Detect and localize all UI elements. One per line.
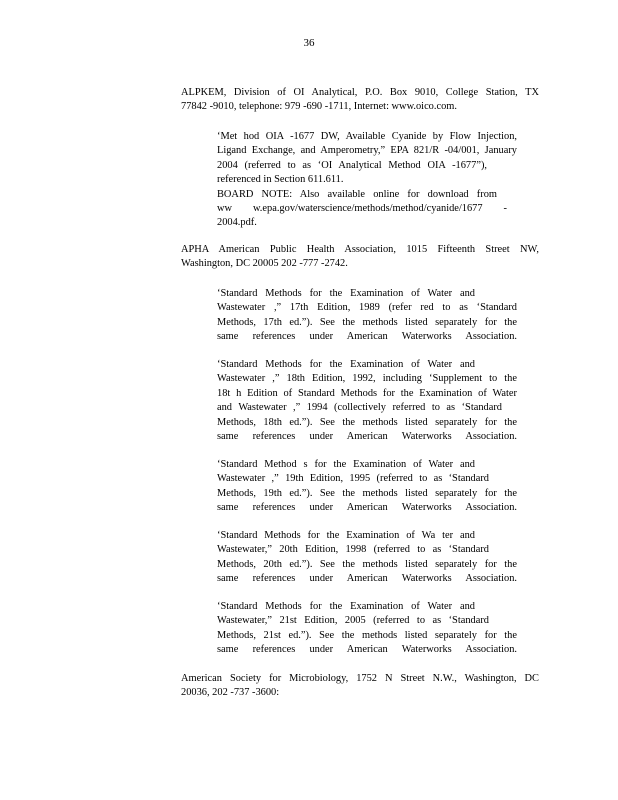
entry-apha	[181, 243, 539, 272]
reference-line: same references under American Waterworks Association.	[217, 502, 517, 514]
reference-line: Wastewater ,” 18th Edition, 1992, including ‘Supplement to the	[217, 373, 517, 385]
reference-line: same references under American Waterworks Association.	[217, 331, 517, 343]
reference-standard-methods-21st	[217, 600, 517, 658]
reference-line: Wastewater ,” 19th Edition, 1995 (referred to as ‘Standard	[217, 473, 489, 485]
reference-line: ‘Standard Methods for the Examination of Water and	[217, 359, 475, 370]
reference-line: and Wastewater ,” 1994 (collectively referred to as ‘Standard	[217, 402, 502, 414]
reference-line: same references under American Waterworks Association.	[217, 644, 517, 656]
entry-line: American Society for Microbiology, 1752 N Street N.W., Washington, DC	[181, 673, 539, 684]
reference-line: Methods, 20th ed.”). See the methods listed separately for the	[217, 558, 517, 570]
reference-line: referenced in Section 611.611.	[217, 174, 344, 186]
reference-line: Ligand Exchange, and Amperometry,” EPA 821/R -04/001, January	[217, 145, 517, 157]
reference-oia-1677	[217, 130, 517, 231]
reference-standard-methods-18th	[217, 358, 517, 444]
reference-line: Methods, 19th ed.”). See the methods listed separately for the	[217, 487, 517, 499]
reference-line: ww w.epa.gov/waterscience/methods/method/cyanide/1677 -	[217, 203, 507, 215]
reference-line: Methods, 18th ed.”). See the methods listed separately for the	[217, 416, 517, 428]
entry-asm	[181, 672, 539, 701]
reference-line: BOARD NOTE: Also available online for download from	[217, 188, 497, 200]
reference-line: same references under American Waterworks Association.	[217, 573, 517, 585]
reference-line: 18t h Edition of Standard Methods for the Examination of Water	[217, 387, 517, 399]
reference-line: Wastewater ,” 17th Edition, 1989 (refer red to as ‘Standard	[217, 302, 517, 314]
reference-line: ‘Standard Methods for the Examination of Wa ter and	[217, 530, 475, 541]
reference-line: ‘Standard Method s for the Examination of Water and	[217, 459, 475, 470]
reference-line: Wastewater,” 20th Edition, 1998 (referred to as ‘Standard	[217, 544, 489, 556]
reference-standard-methods-19th	[217, 458, 517, 516]
entry-line: 20036, 202 -737 -3600:	[181, 687, 280, 699]
entry-line: ALPKEM, Division of OI Analytical, P.O. Box 9010, College Station, TX	[181, 87, 539, 98]
reference-line: Methods, 17th ed.”). See the methods listed separately for the	[217, 316, 517, 328]
reference-standard-methods-17th	[217, 287, 517, 345]
reference-line: ‘Met hod OIA -1677 DW, Available Cyanide by Flow Injection,	[217, 131, 517, 142]
page-number: 36	[303, 37, 315, 49]
reference-line: ‘Standard Methods for the Examination of Water and	[217, 288, 475, 299]
reference-line: same references under American Waterworks Association.	[217, 431, 517, 443]
reference-standard-methods-20th	[217, 529, 517, 587]
entry-line: APHA American Public Health Association, 1015 Fifteenth Street NW,	[181, 244, 539, 255]
entry-line: 77842 -9010, telephone: 979 -690 -1711, Internet: www.oico.com.	[181, 101, 457, 113]
entry-line: Washington, DC 20005 202 -777 -2742.	[181, 258, 348, 270]
entry-alpkem	[181, 86, 539, 115]
reference-line: 2004 (referred to as ‘OI Analytical Method OIA -1677”),	[217, 159, 487, 171]
reference-line: 2004.pdf.	[217, 217, 257, 229]
reference-line: Methods, 21st ed.”). See the methods listed separately for the	[217, 629, 517, 641]
reference-line: Wastewater,” 21st Edition, 2005 (referred to as ‘Standard	[217, 615, 489, 627]
reference-line: ‘Standard Methods for the Examination of Water and	[217, 601, 475, 612]
